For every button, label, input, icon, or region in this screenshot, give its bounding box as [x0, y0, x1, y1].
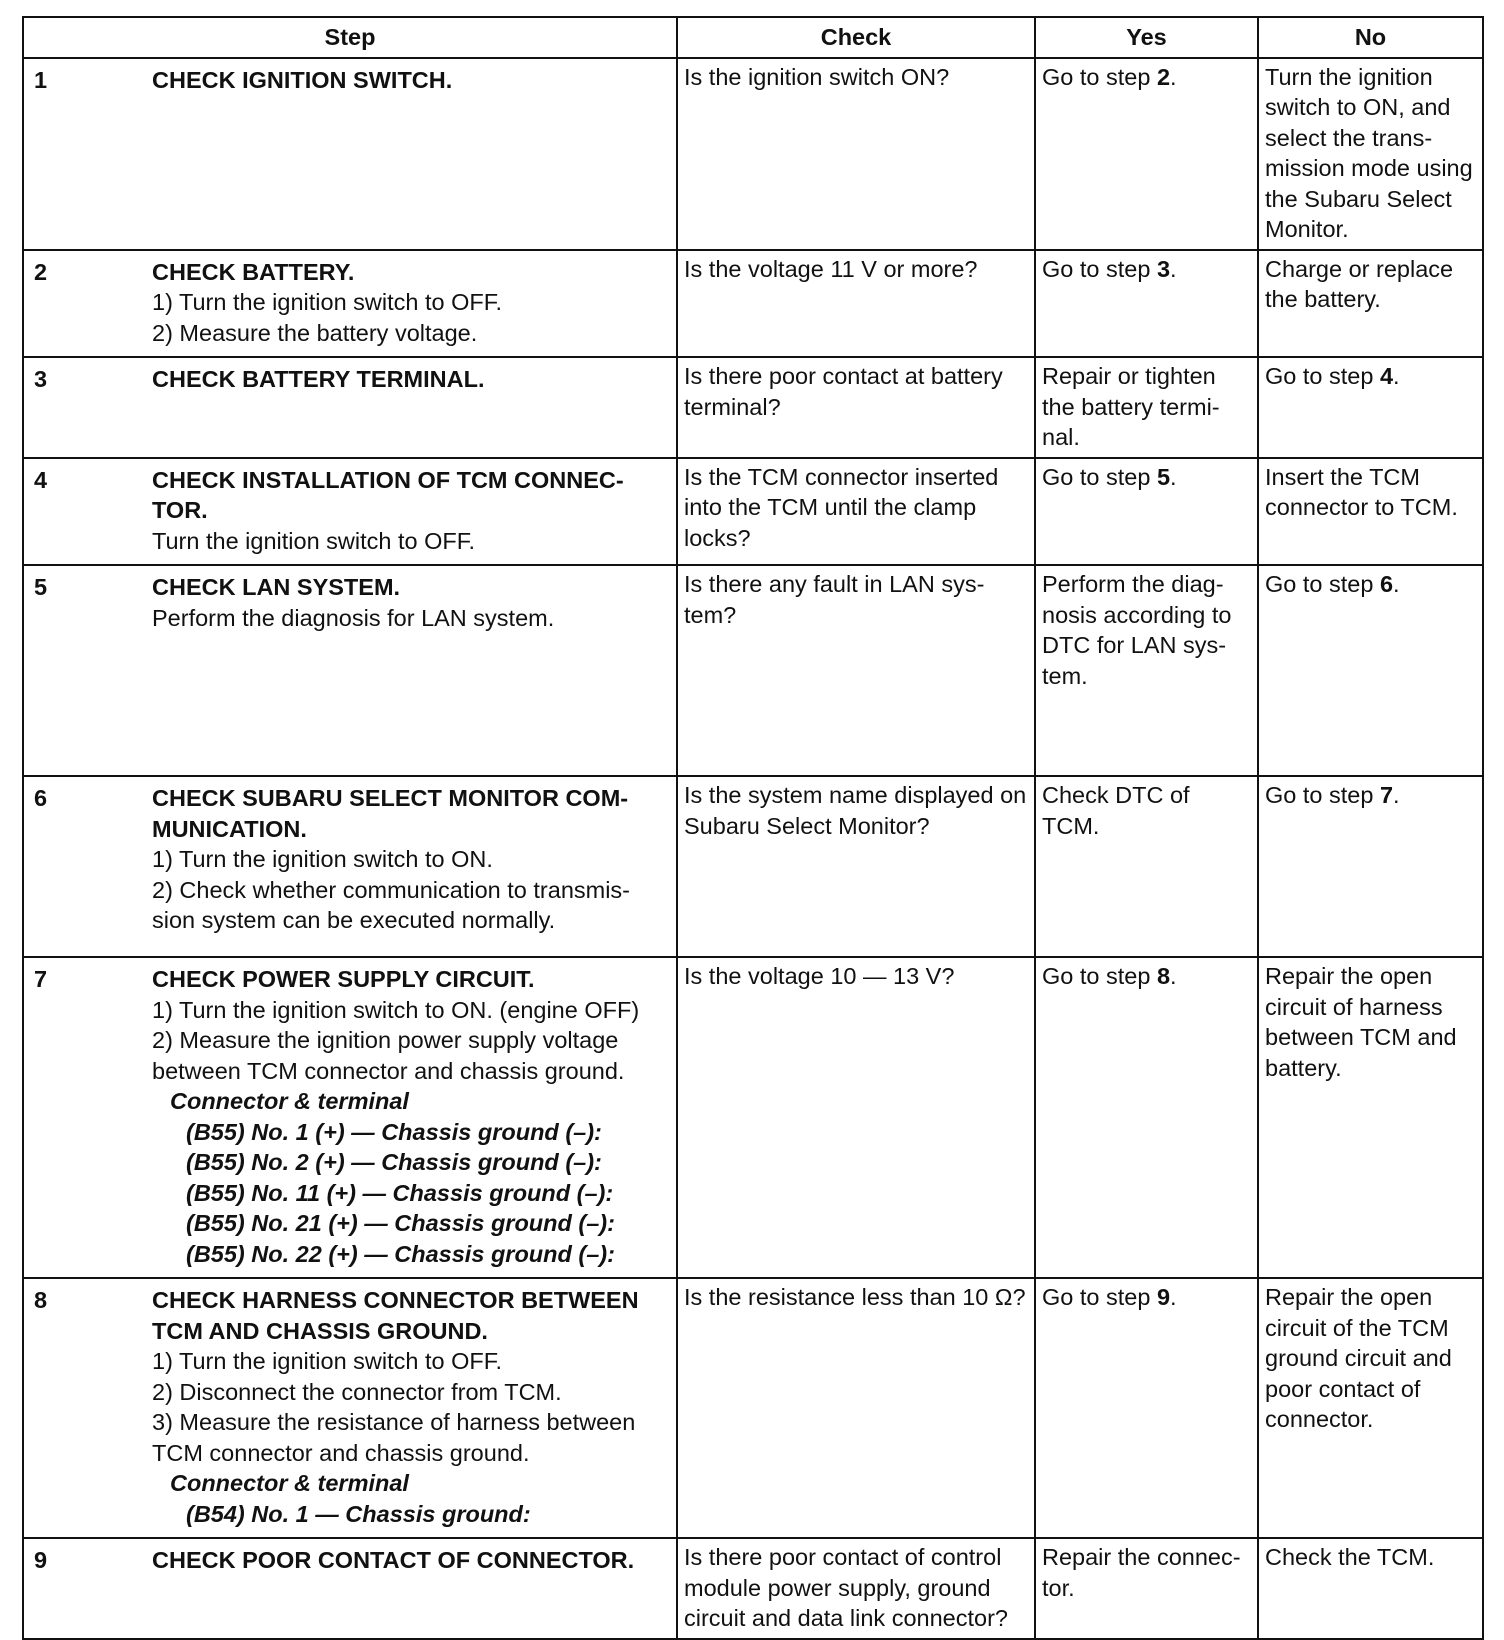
connector-terminal-spec: (B54) No. 1 — Chassis ground: [186, 1500, 531, 1527]
step-instruction: Turn the ignition switch to OFF. [152, 527, 476, 554]
step-number: 3 [34, 366, 48, 392]
connector-terminal-spec: (B55) No. 2 (+) — Chassis ground (–): [186, 1149, 602, 1175]
yes-punct: . [1170, 963, 1177, 989]
step-body [152, 961, 670, 1273]
step-title: CHECK POOR CONTACT OF CONNECTOR. [152, 1547, 635, 1573]
no-text: Go to step [1265, 571, 1380, 597]
step-cell [23, 1538, 677, 1639]
step-wrapper [30, 780, 670, 940]
step-number: 9 [34, 1547, 48, 1573]
yes-text: Go to step [1042, 63, 1157, 90]
step-wrapper [30, 961, 670, 1273]
table-row [23, 357, 1483, 458]
step-cell [23, 58, 677, 250]
step-wrapper [30, 1542, 670, 1580]
step-body [152, 62, 670, 100]
step-number: 7 [34, 966, 48, 992]
no-cell [1258, 776, 1483, 957]
step-wrapper [30, 1282, 670, 1533]
check-cell: Is the ignition switch ON? [677, 58, 1035, 250]
yes-punct: . [1170, 463, 1177, 490]
step-body [152, 361, 670, 399]
yes-cell [1035, 957, 1258, 1278]
yes-step-number: 2 [1156, 63, 1171, 90]
step-cell [23, 565, 677, 776]
connector-terminal-heading: Connector & terminal [170, 1088, 409, 1114]
no-text: Go to step [1265, 782, 1380, 808]
header-yes: Yes [1035, 17, 1258, 58]
step-number: 2 [34, 258, 48, 285]
no-cell: Insert the TCM connector to TCM. [1258, 458, 1483, 566]
step-wrapper [30, 62, 670, 100]
step-body [152, 569, 670, 637]
no-punct: . [1393, 782, 1400, 808]
yes-cell [1035, 58, 1258, 250]
step-number: 6 [34, 785, 48, 811]
no-cell: Charge or replace the battery. [1258, 250, 1483, 358]
step-title: CHECK INSTALLATION OF TCM CONNEC-TOR. [152, 466, 624, 523]
step-cell [23, 776, 677, 957]
step-instruction: 2) Disconnect the connector from TCM. [152, 1378, 562, 1405]
yes-step-number: 3 [1156, 255, 1171, 282]
yes-punct: . [1170, 255, 1177, 282]
yes-text: Go to step [1042, 1284, 1157, 1310]
yes-step-number: 8 [1156, 963, 1171, 989]
step-title: CHECK HARNESS CONNECTOR BETWEEN TCM AND CHASSIS GROUND. [152, 1287, 639, 1344]
yes-text: Go to step [1042, 255, 1157, 282]
step-wrapper [30, 254, 670, 353]
connector-terminal-spec: (B55) No. 21 (+) — Chassis ground (–): [186, 1210, 615, 1236]
step-title: CHECK SUBARU SELECT MONITOR COM-MUNICATION. [152, 785, 629, 842]
step-number: 4 [34, 466, 48, 493]
table-row [23, 565, 1483, 776]
step-instruction: 1) Turn the ignition switch to OFF. [152, 289, 503, 315]
table-row [23, 957, 1483, 1278]
step-cell [23, 957, 677, 1278]
header-row [23, 17, 1483, 58]
step-title: CHECK POWER SUPPLY CIRCUIT. [152, 966, 535, 992]
check-cell: Is there poor contact of control module power supply, ground circuit and data link connector? [677, 1538, 1035, 1639]
no-cell [1258, 357, 1483, 458]
check-cell: Is there any fault in LAN sys-tem? [677, 565, 1035, 776]
step-instruction: 1) Turn the ignition switch to ON. (engine OFF) [152, 996, 640, 1023]
yes-step-number: 9 [1156, 1284, 1171, 1310]
step-cell [23, 458, 677, 566]
step-cell [23, 1278, 677, 1538]
yes-cell: Perform the diag-nosis according to DTC for LAN sys-tem. [1035, 565, 1258, 776]
header-step: Step [23, 17, 677, 58]
step-title: CHECK BATTERY. [152, 258, 355, 285]
table-row [23, 1538, 1483, 1639]
yes-punct: . [1170, 1284, 1177, 1310]
step-instruction: 3) Measure the resistance of harness between TCM connector and chassis ground. [152, 1409, 636, 1466]
step-instruction: 1) Turn the ignition switch to OFF. [152, 1348, 503, 1374]
step-cell [23, 250, 677, 358]
step-number: 8 [34, 1287, 48, 1313]
check-cell: Is the voltage 11 V or more? [677, 250, 1035, 358]
step-instruction: 1) Turn the ignition switch to ON. [152, 846, 493, 872]
step-title: CHECK BATTERY TERMINAL. [152, 366, 485, 392]
table-row [23, 776, 1483, 957]
check-cell: Is the resistance less than 10 Ω? [677, 1278, 1035, 1538]
no-text: Go to step [1265, 363, 1380, 389]
no-punct: . [1393, 571, 1400, 597]
yes-cell: Check DTC of TCM. [1035, 776, 1258, 957]
step-body [152, 1282, 670, 1533]
step-title: CHECK IGNITION SWITCH. [152, 66, 453, 93]
yes-cell [1035, 250, 1258, 358]
step-number: 5 [34, 574, 48, 600]
connector-terminal-spec: (B55) No. 22 (+) — Chassis ground (–): [186, 1240, 615, 1267]
check-cell: Is the voltage 10 — 13 V? [677, 957, 1035, 1278]
step-instruction: 2) Measure the battery voltage. [152, 319, 478, 346]
header-no: No [1258, 17, 1483, 58]
no-punct: . [1393, 363, 1400, 389]
step-instruction: 2) Check whether communication to transmis-sion system can be executed normally. [152, 876, 631, 933]
connector-terminal-heading: Connector & terminal [170, 1470, 409, 1496]
yes-cell [1035, 458, 1258, 566]
yes-punct: . [1170, 63, 1177, 90]
step-instruction: 2) Measure the ignition power supply voltage between TCM connector and chassis ground. [152, 1027, 625, 1084]
step-number: 1 [34, 66, 48, 93]
step-wrapper [30, 462, 670, 561]
diagnostic-table [22, 16, 1484, 1640]
step-cell [23, 357, 677, 458]
step-wrapper [30, 569, 670, 637]
yes-step-number: 5 [1156, 463, 1171, 490]
yes-text: Go to step [1042, 963, 1157, 989]
no-cell [1258, 565, 1483, 776]
step-title: CHECK LAN SYSTEM. [152, 574, 401, 600]
yes-cell [1035, 1278, 1258, 1538]
table-row [23, 250, 1483, 358]
yes-text: Go to step [1042, 463, 1157, 490]
connector-terminal-spec: (B55) No. 11 (+) — Chassis ground (–): [186, 1179, 614, 1206]
table-row [23, 1278, 1483, 1538]
no-step-number: 6 [1379, 571, 1394, 597]
check-cell: Is the system name displayed on Subaru Select Monitor? [677, 776, 1035, 957]
header-check: Check [677, 17, 1035, 58]
no-cell: Repair the open circuit of harness between TCM and battery. [1258, 957, 1483, 1278]
check-cell: Is the TCM connector inserted into the TCM until the clamp locks? [677, 458, 1035, 566]
table-row [23, 458, 1483, 566]
connector-terminal-spec: (B55) No. 1 (+) — Chassis ground (–): [186, 1118, 602, 1145]
no-cell: Check the TCM. [1258, 1538, 1483, 1639]
check-cell: Is there poor contact at battery terminal? [677, 357, 1035, 458]
step-wrapper [30, 361, 670, 399]
yes-cell: Repair the connec-tor. [1035, 1538, 1258, 1639]
step-body [152, 780, 670, 940]
step-instruction: Perform the diagnosis for LAN system. [152, 604, 555, 631]
table-row [23, 58, 1483, 250]
no-cell: Turn the ignition switch to ON, and select the trans-mission mode using the Subaru Select Monitor. [1258, 58, 1483, 250]
step-body [152, 462, 670, 561]
no-step-number: 4 [1379, 363, 1394, 389]
no-step-number: 7 [1379, 782, 1394, 808]
step-body [152, 1542, 670, 1580]
no-cell: Repair the open circuit of the TCM ground circuit and poor contact of connector. [1258, 1278, 1483, 1538]
step-body [152, 254, 670, 353]
yes-cell: Repair or tighten the battery termi-nal. [1035, 357, 1258, 458]
